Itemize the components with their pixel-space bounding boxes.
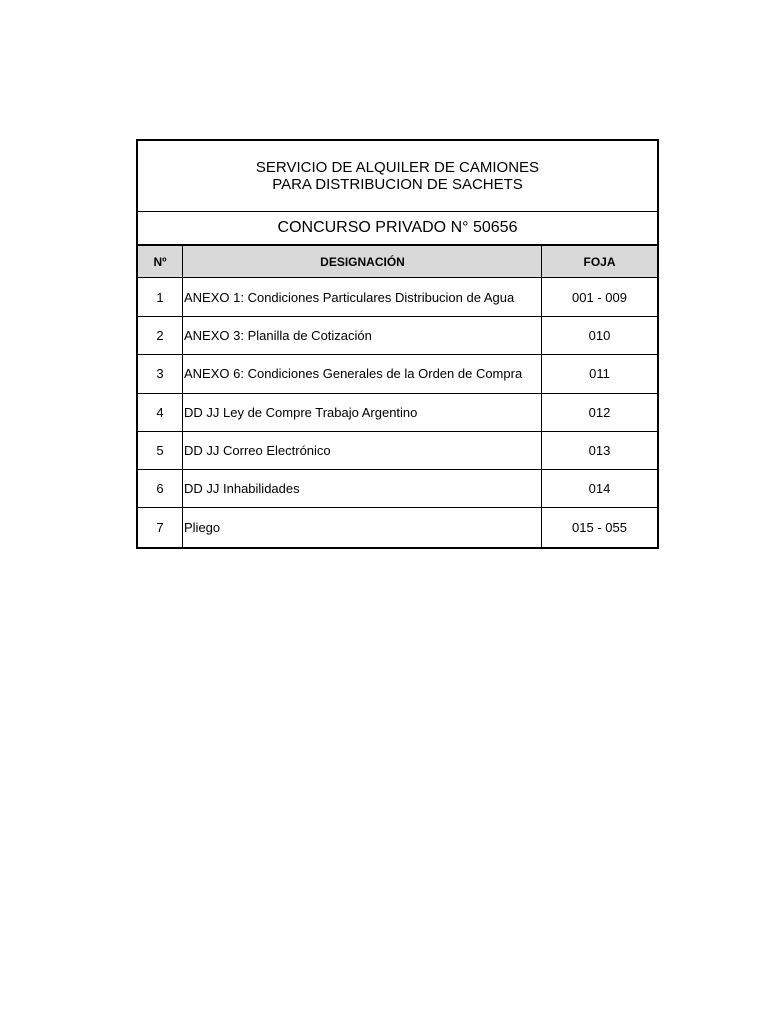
title-line-2: PARA DISTRIBUCION DE SACHETS <box>272 176 523 193</box>
row-foja: 013 <box>588 443 611 459</box>
row-num: 2 <box>138 317 183 354</box>
row-foja: 011 <box>589 366 610 382</box>
header-num: Nº <box>138 246 183 277</box>
row-num: 1 <box>138 278 183 316</box>
index-table <box>136 139 659 549</box>
document-subtitle: CONCURSO PRIVADO N° 50656 <box>138 212 657 246</box>
header-foja: FOJA <box>583 254 616 269</box>
row-num: 5 <box>138 432 183 469</box>
row-designacion: DD JJ Ley de Compre Trabajo Argentino <box>183 394 542 431</box>
table-row <box>138 394 657 432</box>
table-header-row <box>138 246 657 278</box>
row-num: 7 <box>138 508 183 546</box>
table-row <box>138 355 657 393</box>
row-designacion: DD JJ Correo Electrónico <box>183 432 542 469</box>
table-row <box>138 278 657 317</box>
table-row <box>138 432 657 470</box>
row-designacion: ANEXO 6: Condiciones Generales de la Orden de Compra <box>183 355 542 392</box>
title-line-1: SERVICIO DE ALQUILER DE CAMIONES <box>255 159 540 176</box>
row-foja: 015 - 055 <box>572 520 627 536</box>
row-designacion: DD JJ Inhabilidades <box>183 470 542 507</box>
row-num: 3 <box>138 355 183 392</box>
document-title <box>138 141 657 212</box>
row-designacion: ANEXO 1: Condiciones Particulares Distribucion de Agua <box>183 278 542 316</box>
table-row <box>138 317 657 355</box>
table-row <box>138 470 657 508</box>
row-num: 4 <box>138 394 183 431</box>
table-row <box>138 508 657 546</box>
header-designacion: DESIGNACIÓN <box>183 246 542 277</box>
row-foja: 014 <box>588 481 611 497</box>
row-foja: 012 <box>588 404 611 420</box>
row-foja: 010 <box>588 328 611 344</box>
row-foja: 001 - 009 <box>572 289 627 305</box>
row-designacion: Pliego <box>183 508 542 546</box>
row-num: 6 <box>138 470 183 507</box>
row-designacion: ANEXO 3: Planilla de Cotización <box>183 317 542 354</box>
